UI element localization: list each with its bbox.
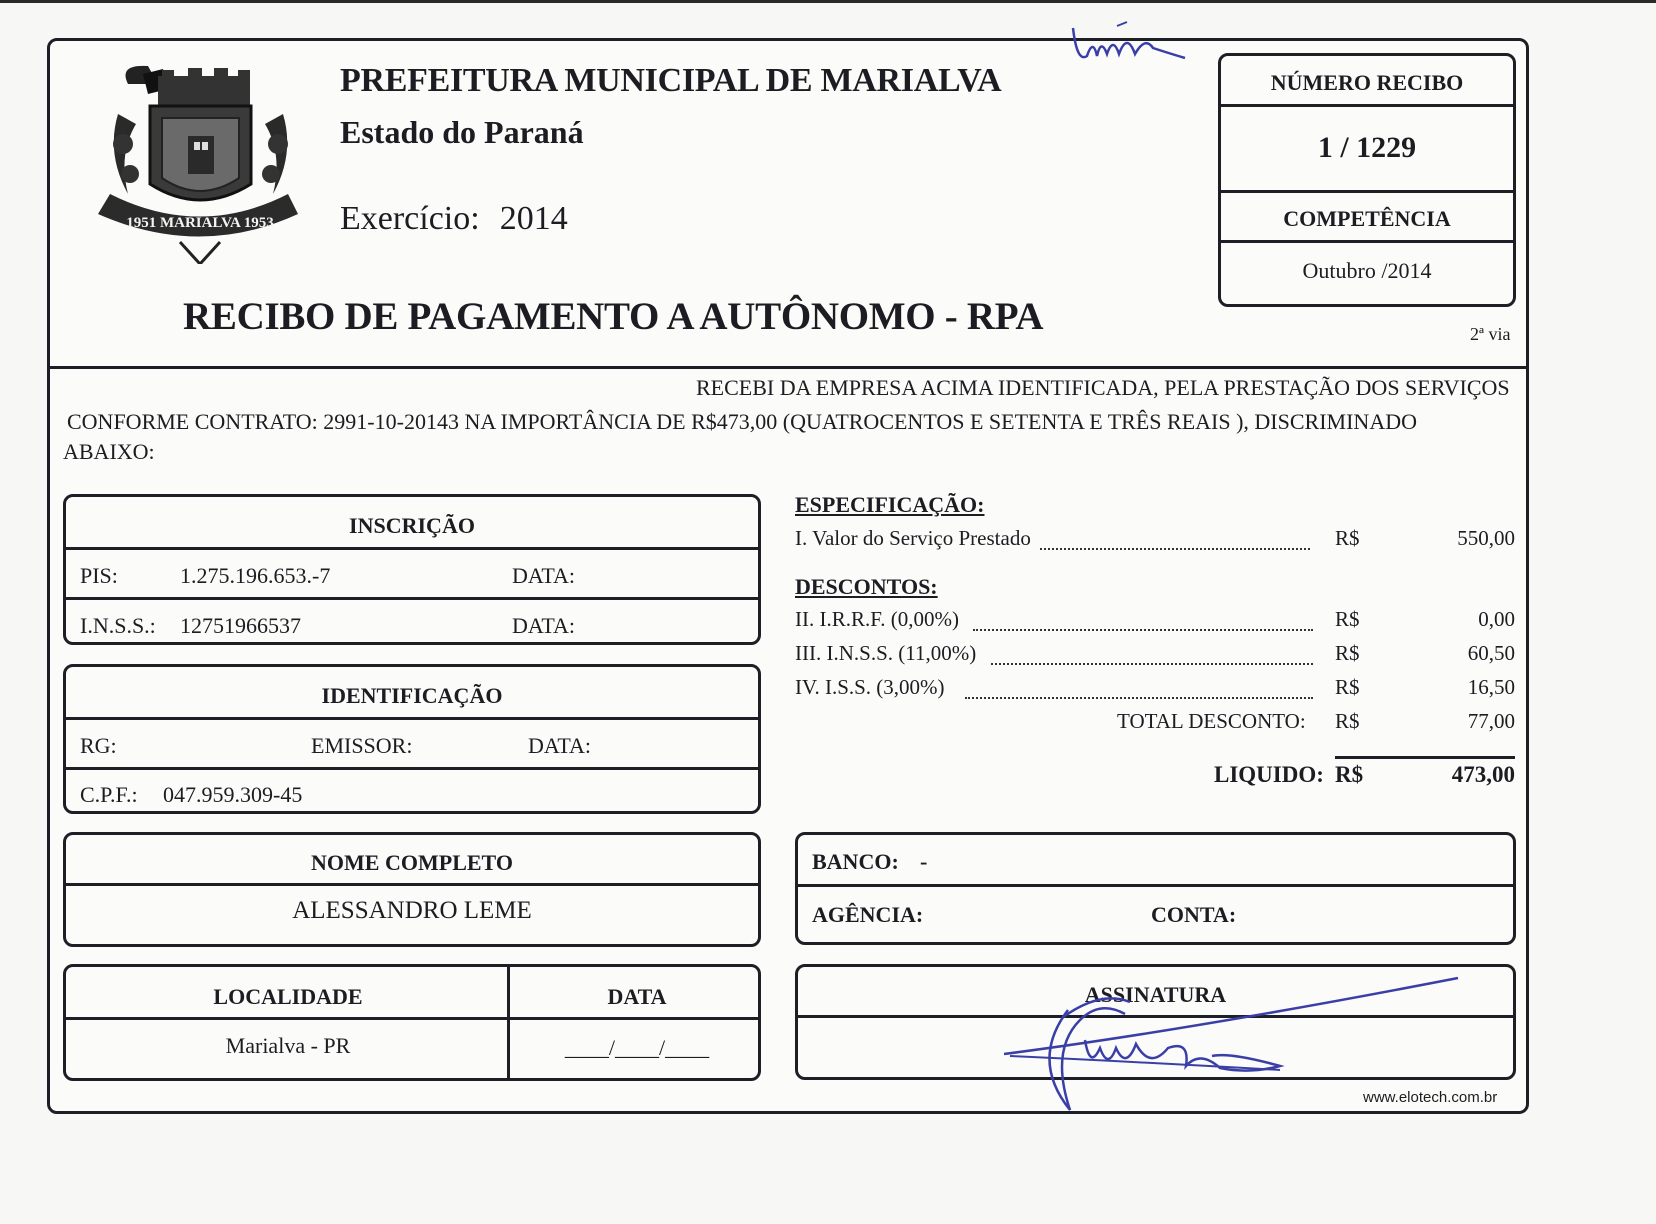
discount-row	[795, 607, 1515, 637]
bank-value: -	[920, 849, 928, 874]
divider	[1221, 240, 1513, 243]
service-row	[795, 526, 1515, 556]
full-name: ALESSANDRO LEME	[292, 897, 532, 924]
website[interactable]: www.elotech.com.br	[1363, 1089, 1498, 1106]
coat-of-arms-seal	[88, 44, 308, 264]
signature-title: ASSINATURA	[1084, 982, 1227, 1007]
receipt-number-box	[1218, 53, 1516, 307]
pis-label: PIS:	[80, 563, 118, 588]
cpf-label: C.P.F.:	[80, 782, 138, 807]
localidade-box	[63, 964, 761, 1081]
divider	[66, 547, 758, 550]
currency: R$	[1335, 709, 1360, 733]
inss-label: I.N.S.S.:	[80, 613, 156, 638]
net-row	[795, 762, 1515, 792]
discount-label: II. I.R.R.F. (0,00%)	[795, 607, 959, 631]
net-currency: R$	[1335, 762, 1364, 787]
descontos-title: DESCONTOS:	[795, 574, 938, 599]
declaration-line-2: CONFORME CONTRATO: 2991-10-20143 NA IMPORTÂNCIA DE R$473,00 (QUATROCENTOS E SETENTA E TRÊS REAIS ), DISCRIMINADO	[67, 409, 1417, 434]
inscricao-box	[63, 494, 761, 645]
declaration-line-1: RECEBI DA EMPRESA ACIMA IDENTIFICADA, PELA PRESTAÇÃO DOS SERVIÇOS	[696, 375, 1510, 400]
especificacao-title: ESPECIFICAÇÃO:	[795, 492, 985, 517]
total-rule	[1335, 756, 1515, 759]
nome-completo-title: NOME COMPLETO	[311, 850, 513, 875]
nome-completo-box	[63, 832, 761, 947]
state-name: Estado do Paraná	[340, 114, 584, 150]
bank-box	[795, 832, 1516, 945]
header-divider	[47, 366, 1529, 369]
divider	[1221, 190, 1513, 193]
agency-label: AGÊNCIA:	[812, 902, 924, 927]
pis-date-label: DATA:	[512, 563, 576, 588]
discount-row	[795, 675, 1515, 705]
discount-value: 60,50	[1467, 641, 1515, 665]
municipality-name: PREFEITURA MUNICIPAL DE MARIALVA	[340, 62, 1002, 99]
inss-date-label: DATA:	[512, 613, 576, 638]
receipt-number-label: NÚMERO RECIBO	[1270, 70, 1464, 95]
exercise-label: Exercício:	[340, 200, 480, 237]
localidade-title: LOCALIDADE	[213, 984, 363, 1009]
total-discount-value: 77,00	[1467, 709, 1515, 733]
total-discount-label: TOTAL DESCONTO:	[1117, 709, 1306, 733]
net-value: 473,00	[1451, 762, 1515, 787]
discount-label: IV. I.S.S. (3,00%)	[795, 675, 945, 699]
service-value: 550,00	[1457, 526, 1515, 550]
currency: R$	[1335, 641, 1360, 665]
exercise-year: 2014	[499, 200, 568, 237]
currency: R$	[1335, 526, 1360, 550]
inscricao-title: INSCRIÇÃO	[349, 513, 475, 538]
pis-value: 1.275.196.653.-7	[180, 563, 331, 588]
bank-label: BANCO:	[812, 849, 899, 874]
net-label: LIQUIDO:	[1214, 762, 1324, 787]
emissor-label: EMISSOR:	[311, 733, 413, 758]
document-title: RECIBO DE PAGAMENTO A AUTÔNOMO - RPA	[183, 295, 1044, 338]
rg-label: RG:	[80, 733, 117, 758]
dot-leader	[973, 615, 1313, 631]
currency: R$	[1335, 675, 1360, 699]
discount-value: 16,50	[1467, 675, 1515, 699]
svg-text:1951 MARIALVA 1953: 1951 MARIALVA 1953	[126, 215, 274, 231]
identificacao-box	[63, 664, 761, 814]
divider	[66, 767, 758, 770]
localidade-value: Marialva - PR	[225, 1033, 351, 1058]
divider	[507, 967, 510, 1078]
competence-value: Outubro /2014	[1302, 258, 1432, 283]
currency: R$	[1335, 607, 1360, 631]
total-discount-row	[795, 709, 1515, 739]
date-blank[interactable]: ____/____/____	[564, 1035, 710, 1060]
divider	[1221, 104, 1513, 107]
rg-date-label: DATA:	[528, 733, 592, 758]
exercise	[340, 200, 568, 238]
competence-label: COMPETÊNCIA	[1283, 206, 1451, 231]
copy-indicator: 2ª via	[1470, 324, 1511, 344]
divider	[798, 884, 1513, 887]
inss-value: 12751966537	[180, 613, 301, 638]
declaration-line-3: ABAIXO:	[63, 439, 155, 464]
discount-value: 0,00	[1478, 607, 1515, 631]
dot-leader	[965, 683, 1313, 699]
handwritten-initials	[1065, 18, 1195, 68]
dot-leader	[1040, 534, 1310, 550]
dot-leader	[991, 649, 1313, 665]
divider	[66, 883, 758, 886]
scan-top-edge	[0, 0, 1656, 10]
discount-label: III. I.N.S.S. (11,00%)	[795, 641, 977, 665]
receipt-number: 1 / 1229	[1317, 131, 1417, 164]
divider	[66, 1017, 758, 1020]
account-label: CONTA:	[1151, 902, 1237, 927]
discount-row	[795, 641, 1515, 671]
date-title: DATA	[607, 984, 667, 1009]
service-label: I. Valor do Serviço Prestado	[795, 526, 1031, 550]
cpf-value: 047.959.309-45	[163, 782, 303, 807]
divider	[66, 717, 758, 720]
divider	[66, 597, 758, 600]
identificacao-title: IDENTIFICAÇÃO	[321, 683, 503, 708]
